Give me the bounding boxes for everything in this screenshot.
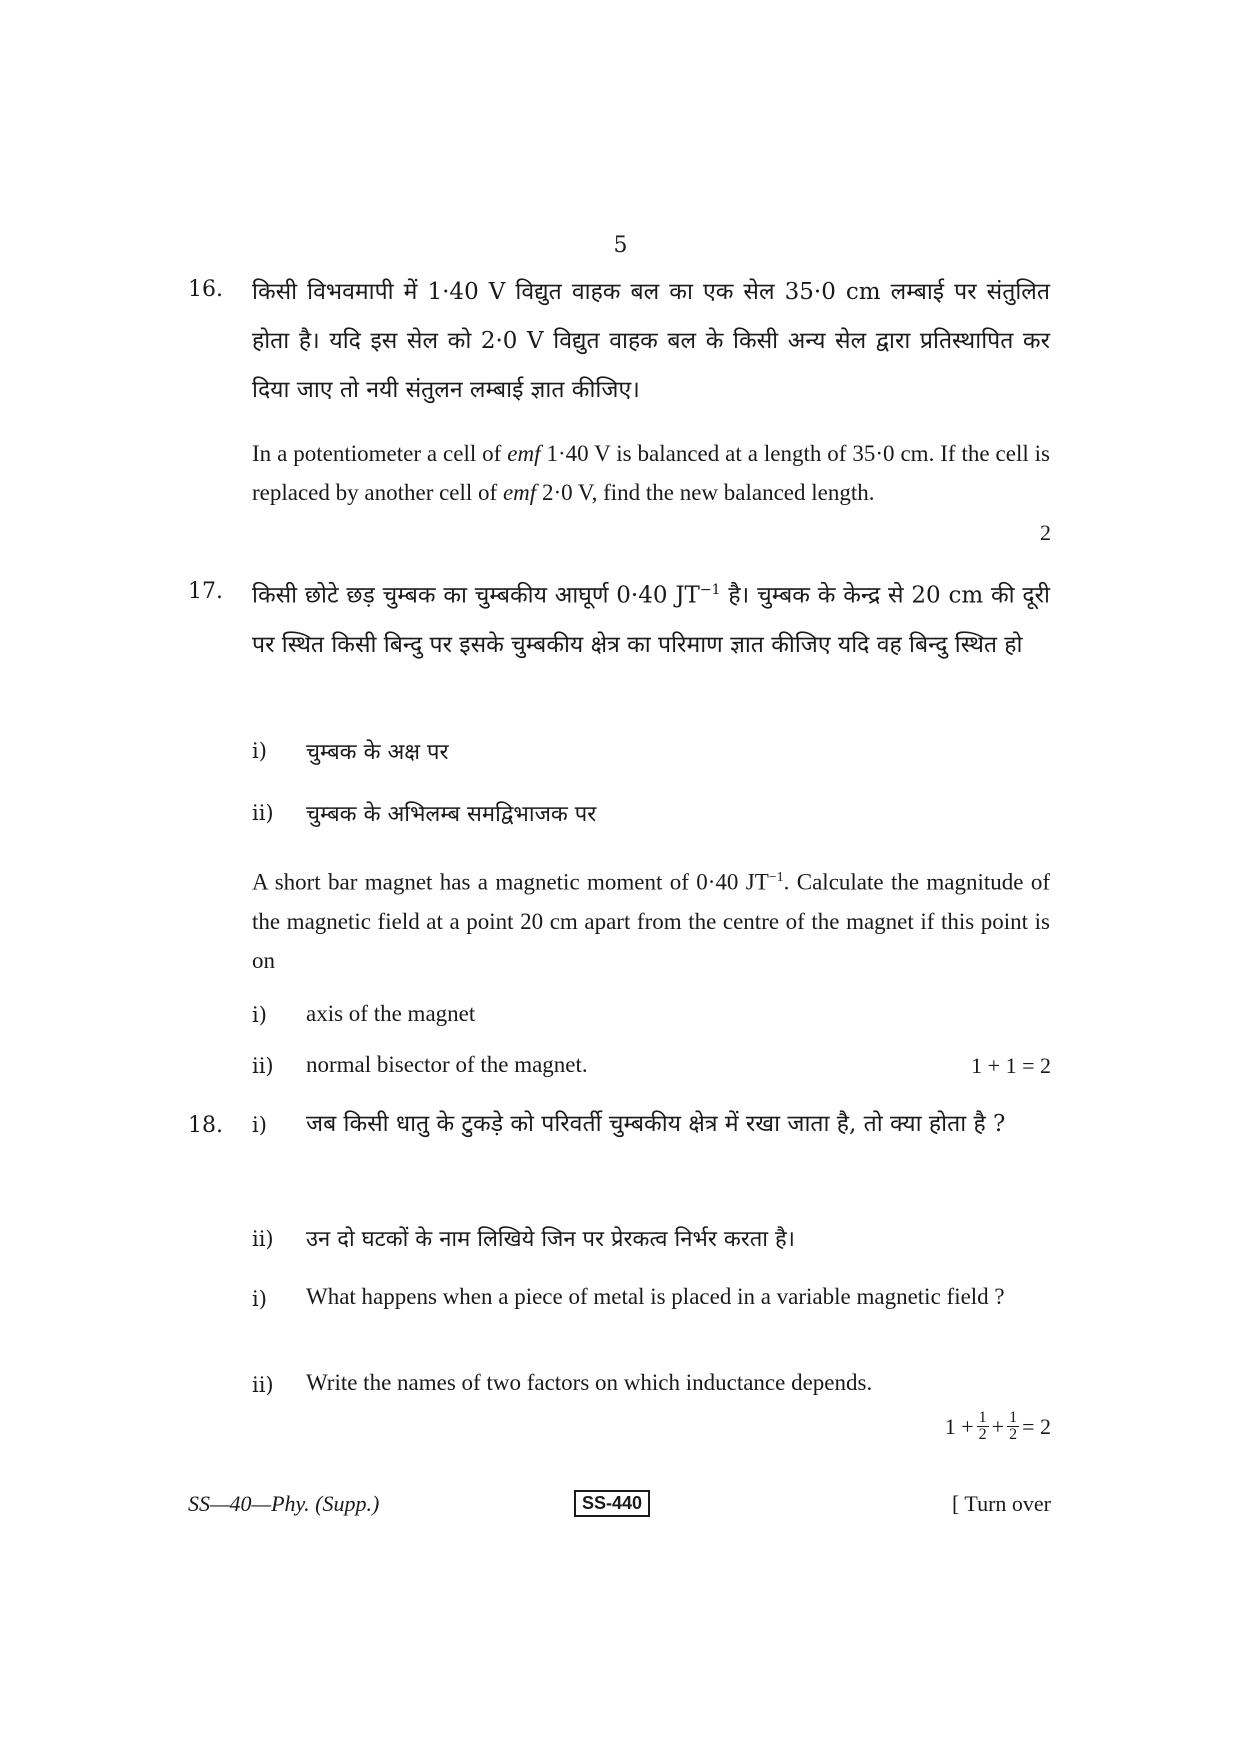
question-17-marks: 1 + 1 = 2 [971,1053,1051,1078]
fraction-denominator: 2 [978,1426,987,1443]
question-18-marks [945,1410,1051,1443]
q17-hindi-ii: चुम्बक के अभिलम्ब समद्विभाजक पर [306,802,597,827]
q18-hindi-ii: उन दो घटकों के नाम लिखिये जिन पर प्रेरकत्व निर्भर करता है। [306,1227,796,1252]
q18-marks-part-a: 1 + [944,1413,974,1439]
question-17-english [252,858,1050,980]
fraction-half-1 [977,1410,989,1443]
question-18-number: 18. [188,1113,223,1138]
q16-emf-term-2: emf [502,480,537,505]
fraction-denominator: 2 [1009,1426,1018,1443]
q16-emf-term: emf [507,441,541,466]
question-16-english [252,434,1050,512]
fraction-half-2 [1007,1410,1019,1443]
q18-english-i: What happens when a piece of metal is placed in a variable magnetic field ? [306,1284,1005,1309]
q17-hindi-part-2: है। चुम्बक के केन्द्र से 20 cm की दूरी पर स्थित किसी बिन्दु पर इसके चुम्बकीय क्षेत्र का परिमाण ज्ञात कीजिए यदि वह बिन्दु स्थित हो [252,582,1050,658]
q18-marks-part-c: = 2 [1022,1413,1051,1439]
q17-hindi-ii-label: ii) [252,801,274,825]
q17-english-superscript: −1 [768,870,784,885]
question-16-marks: 2 [1040,520,1051,545]
q18-marks-part-b: + [991,1413,1005,1439]
q18-english-i-label: i) [252,1287,267,1311]
q17-hindi-i-label: i) [252,739,267,763]
q17-english-ii: normal bisector of the magnet. [306,1052,588,1077]
question-16-number: 16. [188,277,223,302]
q18-english-ii-label: ii) [252,1373,274,1397]
q16-english-part-3: 2·0 V, find the new balanced length. [541,480,875,505]
page-number: 5 [613,233,628,258]
q16-english-part-2: 1·40 V is balanced at a length of 35·0 cm. If the cell is replaced by another cell of [252,441,1051,505]
footer-series-badge: SS-440 [574,1490,650,1517]
fraction-numerator: 1 [978,1409,987,1426]
question-17-number: 17. [188,579,223,604]
q17-hindi-superscript: −1 [699,582,721,598]
q17-hindi-part-1: किसी छोटे छड़ चुम्बक का चुम्बकीय आघूर्ण 0·40 JT [252,582,700,609]
q18-hindi-ii-label: ii) [252,1227,274,1251]
q17-english-part-2: . Calculate the magnitude of the magnetic field at a point 20 cm apart from the centre of the magnet if this point is on [252,869,1050,973]
q18-hindi-i-label: i) [252,1113,267,1137]
q17-english-i-label: i) [252,1003,267,1027]
question-17-hindi [252,566,1050,670]
q17-english-ii-label: ii) [252,1054,274,1078]
q17-english-part-1: A short bar magnet has a magnetic moment of 0·40 JT [252,869,769,895]
q18-hindi-i: जब किसी धातु के टुकड़े को परिवर्ती चुम्बकीय क्षेत्र में रखा जाता है, तो क्या होता है ? [306,1111,1006,1137]
q18-english-ii: Write the names of two factors on which inductance depends. [306,1370,873,1395]
footer-paper-code: SS—40—Phy. (Supp.) [188,1491,380,1516]
footer-turn-over: [ Turn over [951,1491,1051,1516]
q16-english-part-1: In a potentiometer a cell of [252,441,502,466]
question-16-hindi: किसी विभवमापी में 1·40 V विद्युत वाहक बल का एक सेल 35·0 cm लम्बाई पर संतुलित होता है। यदि इस सेल को 2·0 V विद्युत वाहक बल के किसी अन्य सेल द्वारा प्रतिस्थापित कर दिया जाए तो नयी संतुलन लम्बाई ज्ञात कीजिए। [252,279,1050,403]
q17-hindi-i: चुम्बक के अक्ष पर [306,740,449,765]
fraction-numerator: 1 [1009,1409,1018,1426]
q17-english-i: axis of the magnet [306,1001,476,1026]
